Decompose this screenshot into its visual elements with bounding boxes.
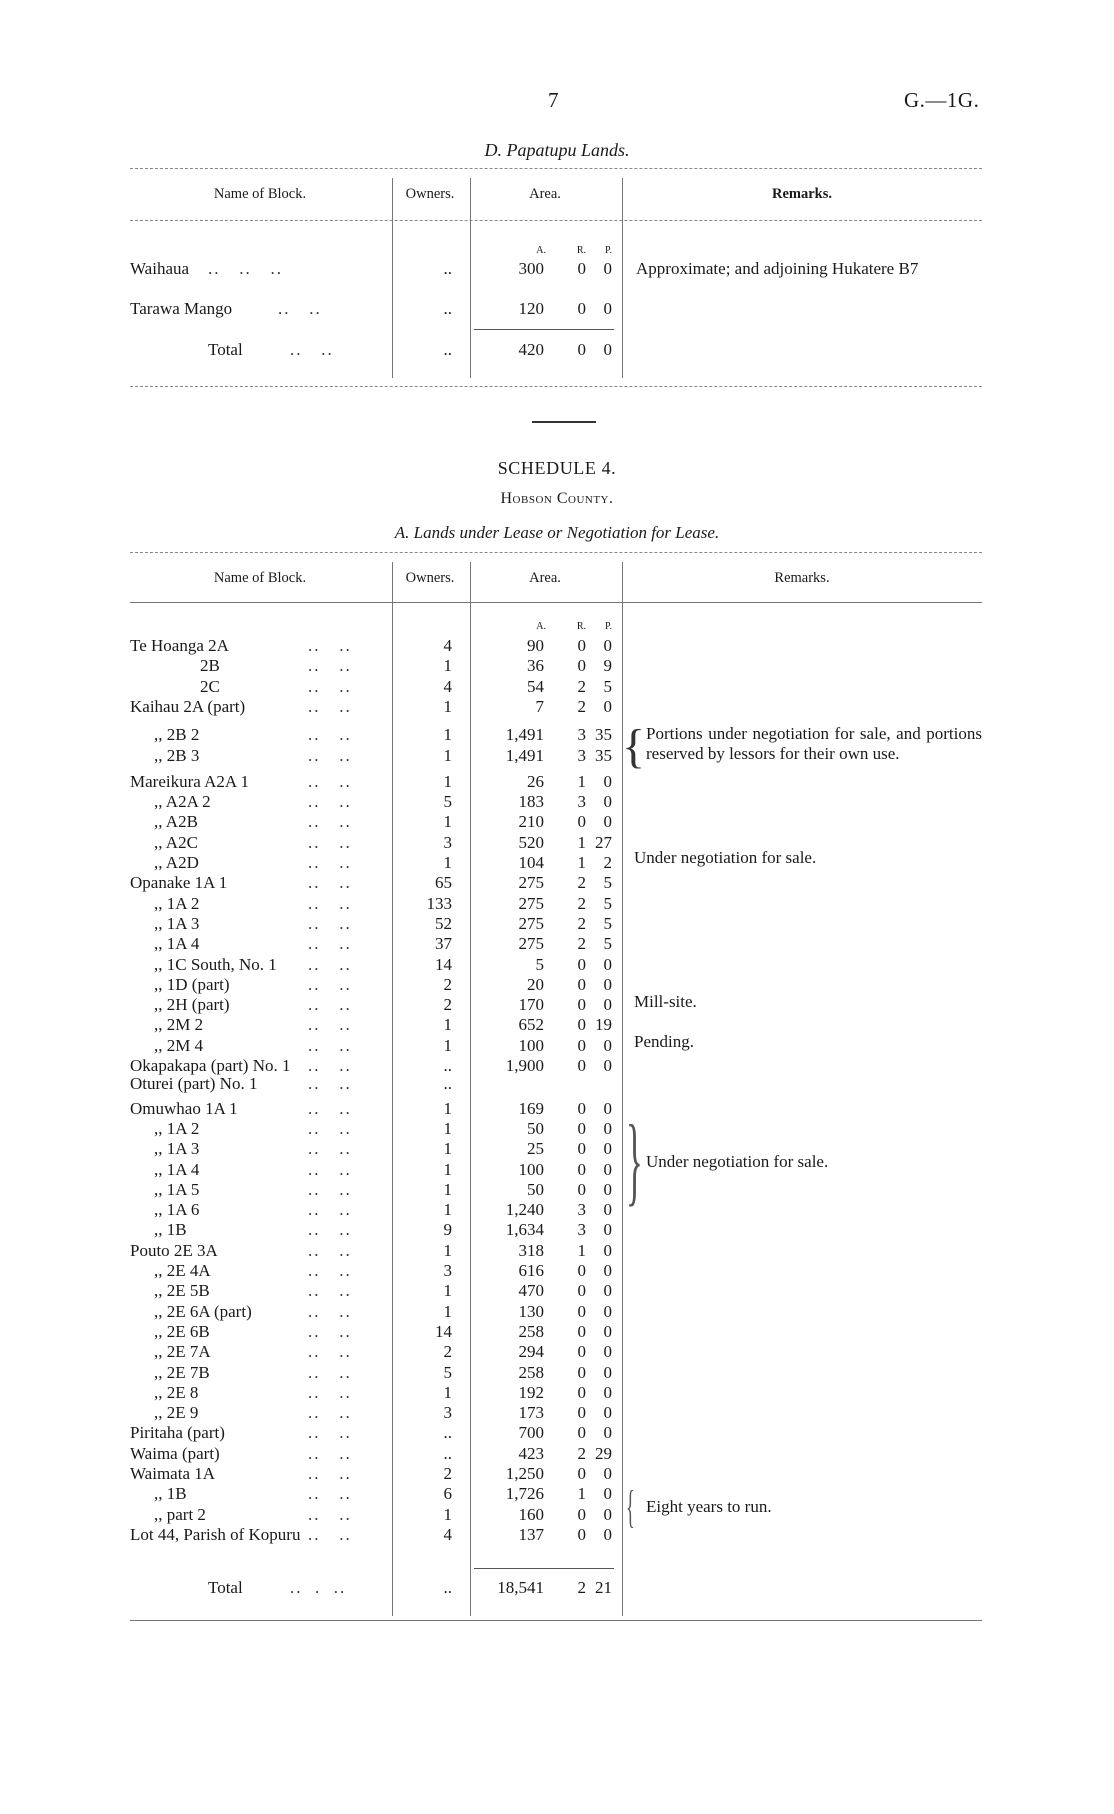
col-header-name: Name of Block. — [213, 186, 307, 202]
table-row: ,, 2H (part) .. .. 2 170 0 0 — [154, 995, 612, 1015]
table-row: ,, 2B 3 .. .. 1 1,491 3 35 — [154, 745, 612, 765]
table-row: ,, A2B .. .. 1 210 0 0 — [154, 812, 612, 832]
table-row: 2C .. .. 4 54 2 5 — [200, 676, 612, 696]
table-row: Te Hoanga 2A .. .. 4 90 0 0 — [130, 636, 612, 655]
schedule-title: SCHEDULE 4. — [497, 458, 617, 478]
area-units-row: A. R. P. — [536, 245, 612, 256]
table-row: ,, 2E 5B .. .. 1 470 0 0 — [154, 1281, 612, 1301]
section-divider — [532, 421, 596, 423]
table-row: ,, 2E 4A .. .. 3 616 0 0 — [154, 1261, 612, 1280]
table-row: ,, A2A 2 .. .. 5 183 3 0 — [154, 792, 612, 812]
table-row: ,, 1A 6 .. .. 1 1,240 3 0 — [154, 1200, 612, 1220]
remark-waimata: Eight years to run. — [646, 1497, 772, 1516]
table-row: Waima (part) .. .. .. 423 2 29 — [130, 1443, 612, 1463]
table-row: Pouto 2E 3A .. .. 1 318 1 0 — [130, 1240, 612, 1260]
area-units-row: A. R. P. — [536, 621, 612, 632]
section-d-title: D. Papatupu Lands. — [484, 140, 630, 160]
table-row: ,, part 2 .. .. 1 160 0 0 — [154, 1504, 612, 1524]
col-header-name: Name of Block. — [213, 570, 307, 586]
table-row: ,, 1A 3 .. .. 1 25 0 0 — [154, 1139, 612, 1159]
table-row: Opanake 1A 1 .. .. 65 275 2 5 — [130, 873, 612, 893]
table-row: Waihaua .. .. .. .. 300 0 0 — [130, 259, 612, 278]
table-row: Piritaha (part) .. .. .. 700 0 0 — [130, 1423, 612, 1443]
table-row: Kaihau 2A (part) .. .. 1 7 2 0 — [130, 696, 612, 716]
schedule-4-table: Name of Block. Owners. Area. Remarks. A. R. P. Te Hoanga 2A .. .. 4 90 0 0 2B .. .. 1 36 0 9 2C .. .. 4 54 2 5 Kaihau 2A (part) .. .. 1 7 2 0 ,, 2B 2 .. .. 1 1,491 3 35 ,, 2B 3 .. .. 1 1,491 3 35 Mareikura A2A 1 .. .. 1 26 1 0 ,, A2A 2 .. .. 5 183 3 0 ,, A2B .. .. 1 210 0 0 ,, A2C .. .. 3 520 1 27 ,, A2D .. .. 1 104 1 2 Opanake 1A 1 .. .. 65 275 2 5 ,, 1A 2 .. .. 133 275 2 5 ,, 1A 3 .. .. 52 275 2 5 ,, 1A 4 .. .. 37 275 2 5 ,, 1C South, No. 1 .. .. 14 5 0 0 ,, 1D (part) .. .. 2 20 0 0 ,, 2H (part) .. .. 2 170 0 0 ,, 2M 2 .. .. 1 652 0 19 ,, 2M 4 .. .. 1 100 0 0 Okapakapa (part) No. 1 .. .. .. 1,900 0 0 Oturei (part) No. 1 .. .. .. Omuwhao 1A 1 .. .. 1 169 0 0 ,, 1A 2 .. .. 1 50 0 0 ,, 1A 3 .. .. 1 25 0 0 ,, 1A 4 .. .. 1 100 0 0 ,, 1A 5 .. .. 1 50 0 0 ,, 1A 6 .. .. 1 1,240 3 0 ,, 1B .. .. 9 1,634 3 0 Pouto 2E 3A .. .. 1 318 1 0 ,, 2E 4A .. .. 3 616 0 0 ,, 2E 5B .. .. 1 470 0 0 ,, 2E 6A (part) .. .. 1 130 0 0 ,, 2E 6B .. .. 14 258 0 0 ,, 2E 7A .. .. 2 294 0 0 ,, 2E 7B .. .. 5 258 0 0 ,, 2E 8 .. .. 1 192 0 0 ,, 2E 9 .. .. 3 173 0 0 Piritaha (part) .. .. .. 700 0 0 Waima (part) .. .. .. 423 2 29 Waimata 1A .. .. 2 1,250 0 0 ,, 1B .. .. 6 1,726 1 0 ,, part 2 .. .. 1 160 0 0 Lot 44, Parish of Kopuru .. .. 4 137 0 0 { Portions under negotiation for sale, and portions reserved by lessors for their own use. Under negotiation for sale. Mill-site. Pending. } Under negotiation for sale. { Eight years to run. Total .. . .. .. 18,541 2 21 — [130, 552, 982, 1642]
col-header-remarks: Remarks. — [771, 186, 832, 202]
table-row: ,, 1A 2 .. .. 133 275 2 5 — [154, 893, 612, 913]
col-header-area: Area. — [529, 570, 561, 586]
table-row: ,, 1B .. .. 9 1,634 3 0 — [154, 1220, 612, 1240]
table-row: ,, 1A 5 .. .. 1 50 0 0 — [154, 1179, 612, 1199]
table-row: ,, 2E 6B .. .. 14 258 0 0 — [154, 1321, 612, 1341]
table-row: ,, 1A 2 .. .. 1 50 0 0 — [154, 1118, 612, 1138]
col-header-owners: Owners. — [405, 186, 455, 202]
remark-pending: Pending. — [634, 1032, 694, 1051]
table-row: ,, 2E 7A .. .. 2 294 0 0 — [154, 1342, 612, 1362]
document-reference: G.—1G. — [904, 88, 980, 112]
table-row: Oturei (part) No. 1 .. .. .. — [130, 1074, 452, 1094]
col-header-area: Area. — [529, 186, 561, 202]
table-row: ,, 1B .. .. 6 1,726 1 0 — [154, 1484, 612, 1504]
col-header-owners: Owners. — [405, 570, 455, 586]
table-row: ,, 1D (part) .. .. 2 20 0 0 — [154, 974, 612, 994]
county-title: Hobson County. — [500, 490, 614, 507]
col-header-remarks: Remarks. — [774, 570, 830, 586]
table-row: ,, 1A 4 .. .. 1 100 0 0 — [154, 1159, 612, 1179]
table-row: ,, 2M 4 .. .. 1 100 0 0 — [154, 1035, 612, 1055]
section-a-title: A. Lands under Lease or Negotiation for Lease. — [394, 523, 720, 542]
table-row: ,, 2E 9 .. .. 3 173 0 0 — [154, 1403, 612, 1423]
table-row: ,, 2E 7B .. .. 5 258 0 0 — [154, 1362, 612, 1382]
table-row: 2B .. .. 1 36 0 9 — [200, 656, 612, 676]
table-row: ,, 2M 2 .. .. 1 652 0 19 — [154, 1015, 612, 1035]
remark-kaihau: Portions under negotiation for sale, and portions reserved by lessors for their own use. — [646, 724, 982, 763]
table-row: ,, A2D .. .. 1 104 1 2 — [154, 853, 612, 872]
table-row: Tarawa Mango .. .. .. 120 0 0 — [130, 299, 612, 318]
table-row: ,, 1A 3 .. .. 52 275 2 5 — [154, 913, 612, 933]
table-row: Lot 44, Parish of Kopuru .. .. 4 137 0 0 — [130, 1524, 612, 1544]
remark-mill-site: Mill-site. — [634, 992, 697, 1011]
remark-omuwhao: Under negotiation for sale. — [646, 1152, 829, 1171]
table-row: ,, 1C South, No. 1 .. .. 14 5 0 0 — [154, 954, 612, 974]
remark-approximate: Approximate; and adjoining Hukatere B7 — [636, 259, 919, 278]
table-row: ,, 2B 2 .. .. 1 1,491 3 35 — [154, 725, 612, 745]
table-row: Mareikura A2A 1 .. .. 1 26 1 0 — [130, 771, 612, 791]
total-row: Total .. . .. .. 18,541 2 21 — [208, 1578, 612, 1597]
table-row: Okapakapa (part) No. 1 .. .. .. 1,900 0 0 — [130, 1056, 612, 1075]
page-number: 7 — [548, 88, 559, 112]
remark-mareikura: Under negotiation for sale. — [634, 848, 817, 867]
table-row: ,, 1A 4 .. .. 37 275 2 5 — [154, 934, 612, 954]
table-row: ,, 2E 6A (part) .. .. 1 130 0 0 — [154, 1301, 612, 1321]
papatupu-table — [130, 168, 982, 390]
table-row: ,, A2C .. .. 3 520 1 27 — [154, 832, 612, 852]
table-row: Waimata 1A .. .. 2 1,250 0 0 — [130, 1464, 612, 1483]
table-row: Omuwhao 1A 1 .. .. 1 169 0 0 — [130, 1098, 612, 1118]
table-row: ,, 2E 8 .. .. 1 192 0 0 — [154, 1382, 612, 1402]
total-row: Total .. .. .. 420 0 0 — [208, 340, 612, 359]
